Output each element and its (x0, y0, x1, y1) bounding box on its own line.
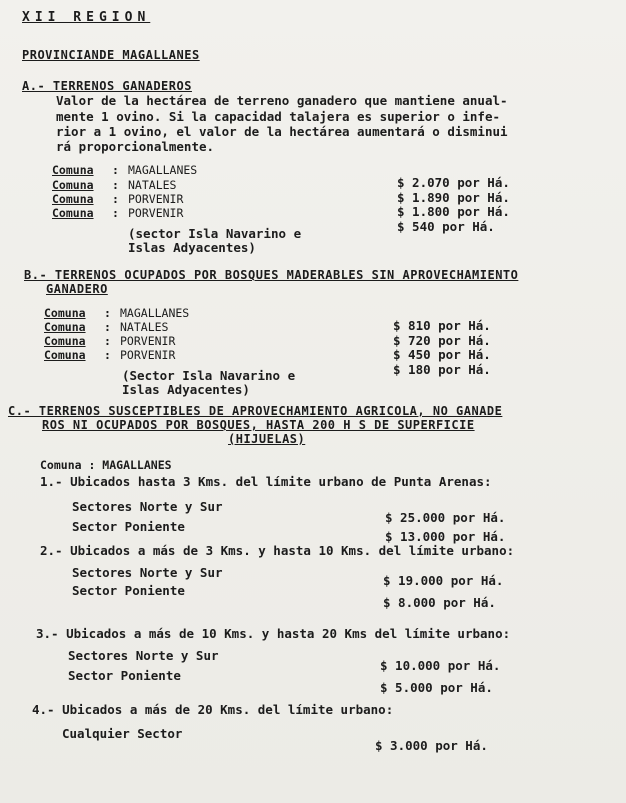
section-c-item-2-title: 2.- Ubicados a más de 3 Kms. y hasta 10 Kms. del límite urbano: (40, 543, 515, 558)
section-c-item-1-sector-1: Sectores Norte y Sur (72, 499, 223, 514)
comuna-price: $ 810 por Há. (393, 318, 491, 333)
comuna-price: $ 2.070 por Há. (397, 175, 510, 190)
separator: : (112, 163, 119, 177)
separator: : (112, 178, 119, 192)
comuna-price: $ 450 por Há. (393, 347, 491, 362)
section-a-heading: A.- TERRENOS GANADEROS (22, 79, 192, 93)
section-c-item-2-sector-2: Sector Poniente (72, 583, 185, 598)
comuna-label: Comuna (44, 334, 86, 348)
comuna-name: PORVENIR (120, 334, 176, 348)
comuna-price: $ 180 por Há. (393, 362, 491, 377)
section-b-heading-line-2: GANADERO (46, 282, 108, 296)
section-c-item-4-title: 4.- Ubicados a más de 20 Kms. del límite urbano: (32, 702, 394, 717)
separator: : (104, 334, 111, 348)
section-c-item-3-price-2: $ 5.000 por Há. (380, 680, 493, 695)
province-title: PROVINCIANDE MAGALLANES (22, 48, 200, 62)
section-c-item-3-sector-2: Sector Poniente (68, 668, 181, 683)
comuna-name: PORVENIR (128, 192, 184, 206)
comuna-label: Comuna (44, 306, 86, 320)
separator: : (104, 348, 111, 362)
section-b-note-line-2: Islas Adyacentes) (122, 382, 250, 397)
section-c-item-3-price-1: $ 10.000 por Há. (380, 658, 501, 673)
section-c-item-2-sector-1: Sectores Norte y Sur (72, 565, 223, 580)
section-c-item-1-price-1: $ 25.000 por Há. (385, 510, 506, 525)
separator: : (104, 320, 111, 334)
comuna-price: $ 1.890 por Há. (397, 190, 510, 205)
comuna-label: Comuna (44, 320, 86, 334)
section-c-heading-line-1: C.- TERRENOS SUSCEPTIBLES DE APROVECHAMIENTO AGRICOLA, NO GANADE (8, 404, 503, 418)
separator: : (112, 206, 119, 220)
section-c-heading-line-2: ROS NI OCUPADOS POR BOSQUES, HASTA 200 H S DE SUPERFICIE (42, 418, 475, 432)
region-title: XII REGION (22, 10, 151, 25)
section-c-item-3-sector-1: Sectores Norte y Sur (68, 648, 219, 663)
section-a-note-line-1: (sector Isla Navarino e (128, 226, 302, 241)
section-c-item-2-price-1: $ 19.000 por Há. (383, 573, 504, 588)
comuna-name: NATALES (120, 320, 169, 334)
section-c-item-1-sector-2: Sector Poniente (72, 519, 185, 534)
comuna-price: $ 540 por Há. (397, 219, 495, 234)
section-c-comuna: Comuna : MAGALLANES (40, 458, 172, 472)
section-a-desc-line-3: rior a 1 ovino, el valor de la hectárea aumentará o disminui (56, 124, 508, 139)
section-b-heading-line-1: B.- TERRENOS OCUPADOS POR BOSQUES MADERABLES SIN APROVECHAMIENTO (24, 268, 519, 282)
section-c-heading-line-3: (HIJUELAS) (228, 432, 306, 446)
comuna-name: MAGALLANES (128, 163, 198, 177)
comuna-label: Comuna (44, 348, 86, 362)
separator: : (112, 192, 119, 206)
comuna-price: $ 720 por Há. (393, 333, 491, 348)
section-c-item-4-sector-1: Cualquier Sector (62, 726, 183, 741)
separator: : (104, 306, 111, 320)
section-c-item-4-price-1: $ 3.000 por Há. (375, 738, 488, 753)
comuna-label: Comuna (52, 163, 94, 177)
comuna-price: $ 1.800 por Há. (397, 204, 510, 219)
comuna-label: Comuna (52, 206, 94, 220)
section-c-item-3-title: 3.- Ubicados a más de 10 Kms. y hasta 20 Kms del límite urbano: (36, 626, 511, 641)
comuna-name: PORVENIR (128, 206, 184, 220)
section-c-item-1-price-2: $ 13.000 por Há. (385, 529, 506, 544)
section-c-item-1-title: 1.- Ubicados hasta 3 Kms. del límite urbano de Punta Arenas: (40, 474, 492, 489)
section-b-note-line-1: (Sector Isla Navarino e (122, 368, 296, 383)
section-a-desc-line-2: mente 1 ovino. Si la capacidad talajera es superior o infe- (56, 109, 501, 124)
section-c-item-2-price-2: $ 8.000 por Há. (383, 595, 496, 610)
section-a-desc-line-1: Valor de la hectárea de terreno ganadero que mantiene anual- (56, 93, 508, 108)
section-a-desc-line-4: rá proporcionalmente. (56, 139, 215, 154)
comuna-label: Comuna (52, 192, 94, 206)
comuna-name: MAGALLANES (120, 306, 190, 320)
section-a-note-line-2: Islas Adyacentes) (128, 240, 256, 255)
comuna-label: Comuna (52, 178, 94, 192)
comuna-name: PORVENIR (120, 348, 176, 362)
comuna-name: NATALES (128, 178, 177, 192)
